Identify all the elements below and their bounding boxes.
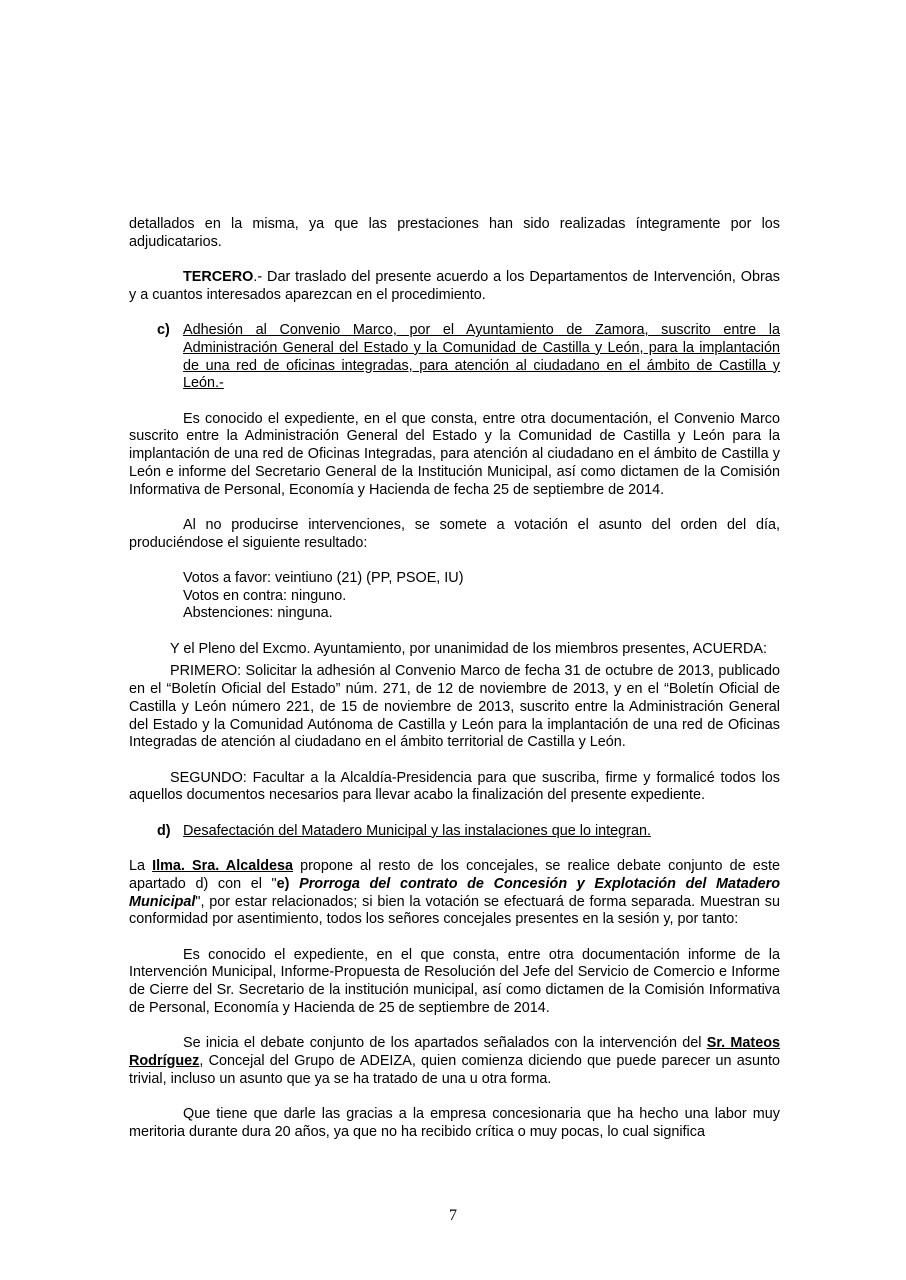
item-d-letter: d) bbox=[157, 822, 171, 839]
paragraph-expediente-matadero: Es conocido el expediente, en el que consta, entre otra documentación informe de la Intervención Municipal, Informe-Propuesta de Resolución del Jefe del Servicio de Comercio e Informe de Cierre del Sr. Secretario de la institución municipal, así como dictamen de la Comisión Informativa de Personal, Economía y Hacienda de 25 de septiembre de 2014. bbox=[129, 946, 780, 1016]
agenda-item-c bbox=[129, 322, 780, 393]
item-c-title: Adhesión al Convenio Marco, por el Ayuntamiento de Zamora, suscrito entre la Administración General del Estado y la Comunidad de Castilla y León, para la implantación de una red de oficinas integradas, para atención al ciudadano en el ámbito de Castilla y León.- bbox=[183, 322, 780, 392]
agenda-item-d bbox=[129, 823, 780, 841]
tercero-label: TERCERO bbox=[183, 269, 254, 286]
paragraph-votacion: Al no producirse intervenciones, se somete a votación el asunto del orden del día, produciéndose el siguiente resultado: bbox=[129, 516, 780, 551]
votes-contra: Votos en contra: ninguno. bbox=[183, 587, 347, 604]
alcaldesa-text-3: ", por estar relacionados; si bien la votación se efectuará de forma separada. Muestran su conformidad por asentimiento, todos los señores concejales presentes en la sesión y, por tanto: bbox=[129, 893, 780, 928]
vote-results bbox=[129, 570, 780, 623]
item-c-letter: c) bbox=[157, 322, 170, 339]
item-d-title: Desafectación del Matadero Municipal y las instalaciones que lo integran. bbox=[183, 822, 651, 839]
paragraph-alcaldesa bbox=[129, 858, 780, 929]
concejal-name: Sr. Mateos Rodríguez bbox=[129, 1035, 781, 1069]
tercero-text: .- Dar traslado del presente acuerdo a los Departamentos de Intervención, Obras y a cuantos interesados aparezcan en el procedimiento. bbox=[129, 269, 780, 303]
alcaldesa-text-2: propone al resto de los concejales, se realice debate conjunto de este apartado d) con el " bbox=[129, 858, 780, 892]
page-body bbox=[129, 216, 780, 1141]
item-e-title: Prorroga del contrato de Concesión y Explotación del Matadero Municipal bbox=[129, 875, 781, 910]
votes-abstenciones: Abstenciones: ninguna. bbox=[183, 605, 333, 622]
votes-favor: Votos a favor: veintiuno (21) (PP, PSOE, IU) bbox=[183, 569, 464, 586]
debate-text-2: , Concejal del Grupo de ADEIZA, quien comienza diciendo que puede parecer un asunto trivial, incluso un asunto que ya se ha tratado de una u otra forma. bbox=[129, 1052, 780, 1087]
page-number: 7 bbox=[449, 1207, 457, 1224]
paragraph-segundo: SEGUNDO: Facultar a la Alcaldía-Presidencia para que suscriba, firme y formalicé todos los aquellos documentos necesarios para llevar acabo la finalización del presente expediente. bbox=[129, 769, 780, 804]
paragraph-primero: PRIMERO: Solicitar la adhesión al Convenio Marco de fecha 31 de octubre de 2013, publicado en el “Boletín Oficial del Estado” núm. 271, de 12 de noviembre de 2013, y en el “Boletín Oficial de Castilla y León número 221, de 15 de noviembre de 2013, suscrito entre la Administración General del Estado y la Comunidad Autónoma de Castilla y León para la implantación de una red de Oficinas Integradas de atención al ciudadano en el ámbito territorial de Castilla y León. bbox=[129, 663, 780, 751]
paragraph-pleno-acuerda: Y el Pleno del Excmo. Ayuntamiento, por unanimidad de los miembros presentes, ACUERDA: bbox=[170, 640, 767, 657]
alcaldesa-name: Ilma. Sra. Alcaldesa bbox=[152, 858, 294, 875]
paragraph-tercero bbox=[129, 269, 780, 304]
item-e-letter: e) bbox=[276, 875, 300, 892]
paragraph-expediente-convenio: Es conocido el expediente, en el que consta, entre otra documentación, el Convenio Marco suscrito entre la Administración General del Estado y la Comunidad de Castilla y León para la implantación de una red de Oficinas Integradas, para atención al ciudadano en el ámbito de Castilla y León e informe del Secretario General de la Institución Municipal, así como dictamen de la Comisión Informativa de Personal, Economía y Hacienda de fecha 25 de septiembre de 2014. bbox=[129, 410, 780, 498]
alcaldesa-text-1: La bbox=[129, 858, 153, 875]
paragraph-debate bbox=[129, 1035, 780, 1088]
debate-text-1: Se inicia el debate conjunto de los apartados señalados con la intervención del bbox=[183, 1035, 707, 1052]
paragraph-gracias: Que tiene que darle las gracias a la empresa concesionaria que ha hecho una labor muy meritoria durante dura 20 años, ya que no ha recibido crítica o muy pocas, lo cual significa bbox=[129, 1105, 780, 1140]
paragraph-continuation: detallados en la misma, ya que las prestaciones han sido realizadas íntegramente por los adjudicatarios. bbox=[129, 216, 780, 250]
